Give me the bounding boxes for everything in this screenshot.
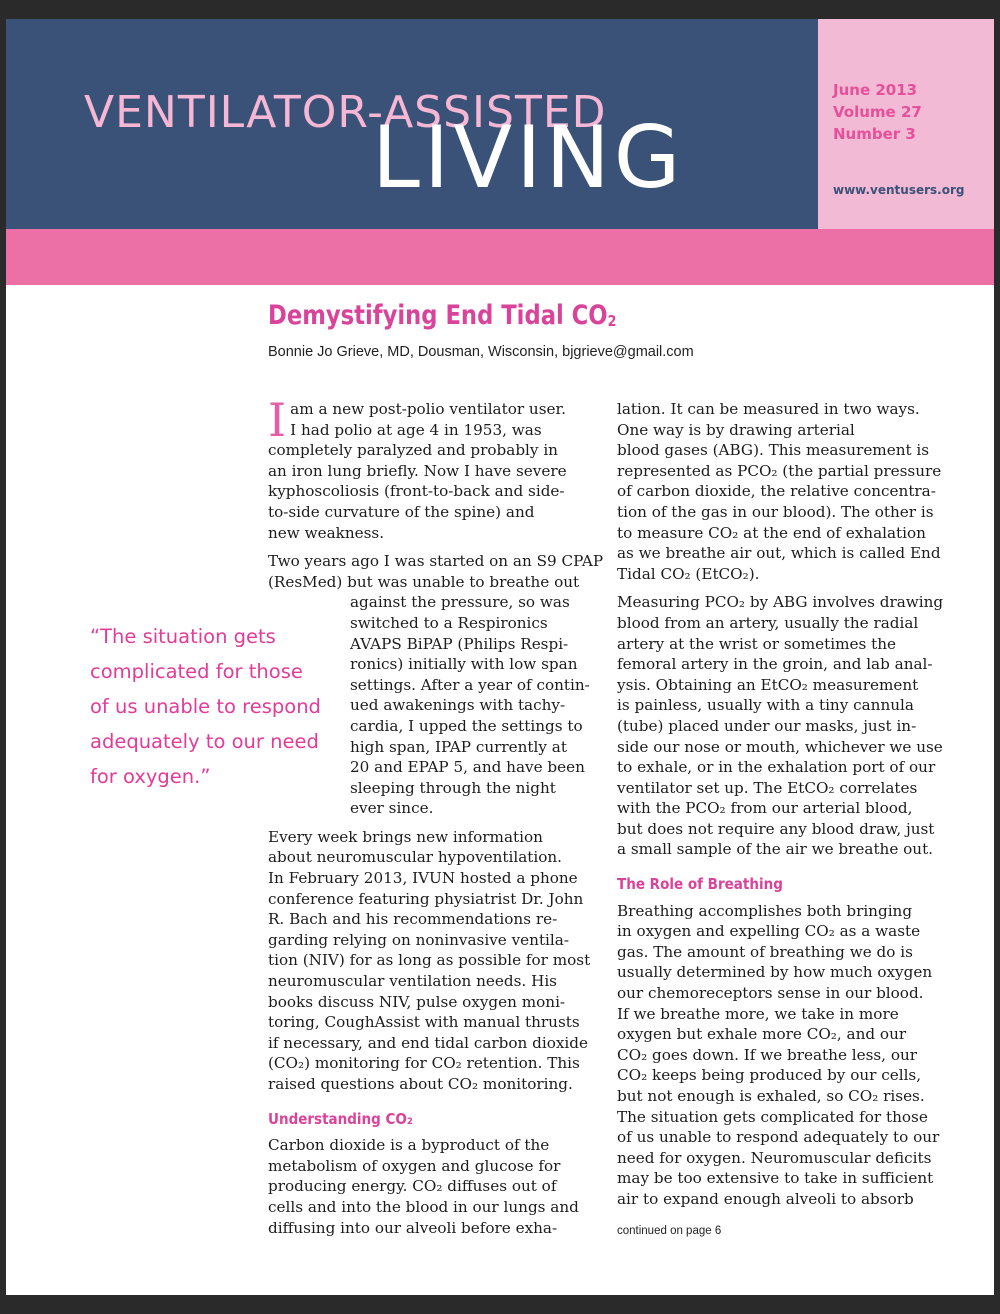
text-line: (ResMed) but was unable to breathe out <box>268 572 580 591</box>
text-line: lation. It can be measured in two ways. <box>617 400 920 418</box>
text-line: completely paralyzed and probably in <box>268 441 558 460</box>
paragraph-lines <box>268 1135 598 1238</box>
subhead-role-of-breathing: The Role of Breathing <box>617 875 783 894</box>
text-line: an iron lung briefly. Now I have severe <box>268 461 567 480</box>
website-link[interactable]: www.ventusers.org <box>833 183 965 197</box>
text-line: sleeping through the night <box>350 778 556 797</box>
text-line: new weakness. <box>268 523 385 542</box>
text-line: to exhale, or in the exhalation port of our <box>617 758 936 777</box>
paragraph-carbon-dioxide <box>268 1135 598 1238</box>
text-line: I had polio at age 4 in 1953, was <box>290 420 542 439</box>
article-column-1 <box>268 393 604 1246</box>
paragraph-weekly <box>268 827 598 1095</box>
text-line: our chemoreceptors sense in our blood. <box>617 984 924 1003</box>
text-line: is painless, usually with a tiny cannula <box>617 696 914 715</box>
article-byline: Bonnie Jo Grieve, MD, Dousman, Wisconsin, bjgrieve@gmail.com <box>268 344 694 360</box>
text-line: for oxygen.” <box>90 765 211 788</box>
text-line: tion of the gas in our blood). The other is <box>617 502 934 521</box>
text-line: but does not require any blood draw, just <box>617 819 935 838</box>
continued-note: continued on page 6 <box>617 1225 722 1237</box>
drop-cap: I <box>268 393 287 447</box>
issue-number: Number 3 <box>833 125 916 143</box>
text-line: kyphoscoliosis (front-to-back and side- <box>268 482 565 501</box>
text-line: with the PCO₂ from our arterial blood, <box>617 799 913 818</box>
text-line: blood from an artery, usually the radial <box>617 613 919 632</box>
text-line: to-side curvature of the spine) and <box>268 502 535 521</box>
text-line: a small sample of the air we breathe out. <box>617 840 934 859</box>
text-line: (tube) placed under our masks, just in- <box>617 716 917 735</box>
text-line: if necessary, and end tidal carbon dioxide <box>268 1033 588 1052</box>
text-line: usually determined by how much oxygen <box>617 963 933 982</box>
text-line: to measure CO₂ at the end of exhalation <box>617 523 926 542</box>
headline-subscript: 2 <box>607 312 617 330</box>
pull-quote <box>90 619 340 794</box>
text-line: “The situation gets <box>90 625 276 648</box>
text-line: diffusing into our alveoli before exha- <box>268 1218 558 1237</box>
issue-volume: Volume 27 <box>833 103 922 121</box>
paragraph-lines <box>617 592 947 860</box>
text-line: If we breathe more, we take in more <box>617 1004 899 1023</box>
masthead-title-main: LIVING <box>372 108 685 208</box>
text-line: Carbon dioxide is a byproduct of the <box>268 1136 550 1155</box>
text-line: (CO₂) monitoring for CO₂ retention. This <box>268 1054 580 1073</box>
text-line: CO₂ goes down. If we breathe less, our <box>617 1045 918 1064</box>
text-line: neuromuscular ventilation needs. His <box>268 972 557 991</box>
text-line: Two years ago I was started on an S9 CPAP <box>268 552 604 571</box>
text-line: femoral artery in the groin, and lab anal- <box>617 655 933 674</box>
text-line: air to expand enough alveoli to absorb <box>617 1189 914 1208</box>
text-line: against the pressure, so was <box>350 593 570 612</box>
subhead-understanding-co2: Understanding CO₂ <box>268 1109 413 1128</box>
text-line: may be too extensive to take in sufficient <box>617 1169 934 1188</box>
text-line: settings. After a year of contin- <box>350 675 590 694</box>
text-line: toring, CoughAssist with manual thrusts <box>268 1013 580 1032</box>
text-line: ronics) initially with low span <box>350 655 578 674</box>
text-line: of carbon dioxide, the relative concentra- <box>617 482 936 501</box>
text-line: am a new post-polio ventilator user. <box>290 400 566 418</box>
text-line: Every week brings new information <box>268 827 543 846</box>
issue-info <box>833 79 922 145</box>
text-line: of us unable to respond adequately to our <box>617 1128 940 1147</box>
masthead-divider <box>6 229 994 285</box>
paragraph-lines <box>268 393 598 543</box>
text-line: as we breathe air out, which is called End <box>617 544 941 563</box>
paragraph-measurement <box>617 399 947 584</box>
text-line: tion (NIV) for as long as possible for most <box>268 951 591 970</box>
text-line: blood gases (ABG). This measurement is <box>617 441 930 460</box>
text-line: complicated for those <box>90 660 303 683</box>
text-line: CO₂ keeps being produced by our cells, <box>617 1066 922 1085</box>
text-line: R. Bach and his recommendations re- <box>268 910 558 929</box>
paragraph-lines <box>617 399 947 584</box>
text-line: need for oxygen. Neuromuscular deficits <box>617 1148 932 1167</box>
paragraph-abg <box>617 592 947 860</box>
text-line: represented as PCO₂ (the partial pressure <box>617 461 942 480</box>
paragraph-lines <box>268 827 598 1095</box>
text-line: books discuss NIV, pulse oxygen moni- <box>268 992 566 1011</box>
text-line: cardia, I upped the settings to <box>350 716 583 735</box>
text-line: oxygen but exhale more CO₂, and our <box>617 1025 907 1044</box>
text-line: gas. The amount of breathing we do is <box>617 942 913 961</box>
text-line: Breathing accomplishes both bringing <box>617 901 913 920</box>
article-column-2 <box>617 399 947 1218</box>
article-headline <box>268 300 616 331</box>
text-line: One way is by drawing arterial <box>617 420 855 439</box>
paragraph-lines <box>617 901 947 1210</box>
headline-text: Demystifying End Tidal CO <box>268 300 608 331</box>
text-line: in oxygen and expelling CO₂ as a waste <box>617 922 921 941</box>
text-line: of us unable to respond <box>90 695 321 718</box>
text-line: adequately to our need <box>90 730 319 753</box>
text-line: cells and into the blood in our lungs and <box>268 1197 579 1216</box>
text-line: metabolism of oxygen and glucose for <box>268 1156 561 1175</box>
newsletter-page <box>6 19 994 1295</box>
text-line: The situation gets complicated for those <box>617 1107 928 1126</box>
text-line: AVAPS BiPAP (Philips Respi- <box>350 634 569 653</box>
text-line: side our nose or mouth, whichever we use <box>617 737 943 756</box>
text-line: high span, IPAP currently at <box>350 737 567 756</box>
text-line: ventilator set up. The EtCO₂ correlates <box>617 778 918 797</box>
paragraph-breathing <box>617 901 947 1210</box>
text-line: ever since. <box>350 799 434 818</box>
text-line: ued awakenings with tachy- <box>350 696 566 715</box>
text-line: about neuromuscular hypoventilation. <box>268 848 563 867</box>
masthead-title-top: VENTILATOR-ASSISTED <box>84 87 607 138</box>
text-line: raised questions about CO₂ monitoring. <box>268 1075 573 1093</box>
text-line: artery at the wrist or sometimes the <box>617 634 897 653</box>
text-line: 20 and EPAP 5, and have been <box>350 758 585 777</box>
text-line: switched to a Respironics <box>350 613 548 632</box>
text-line: but not enough is exhaled, so CO₂ rises. <box>617 1087 925 1105</box>
text-line: ysis. Obtaining an EtCO₂ measurement <box>617 675 919 694</box>
text-line: conference featuring physiatrist Dr. John <box>268 889 584 908</box>
text-line: producing energy. CO₂ diffuses out of <box>268 1177 557 1196</box>
paragraph-intro <box>268 393 598 543</box>
issue-date: June 2013 <box>833 81 918 99</box>
text-line: garding relying on noninvasive ventila- <box>268 930 569 949</box>
text-line: Measuring PCO₂ by ABG involves drawing <box>617 593 944 612</box>
text-line: In February 2013, IVUN hosted a phone <box>268 869 578 888</box>
text-line: Tidal CO₂ (EtCO₂). <box>617 564 760 583</box>
